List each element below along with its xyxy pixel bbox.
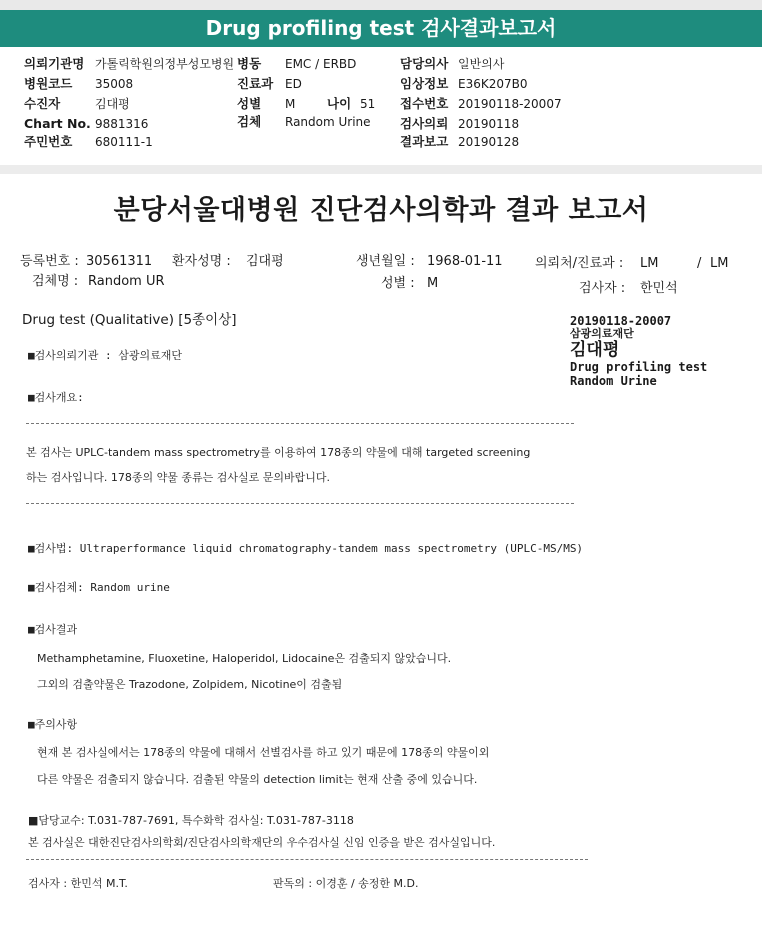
overview-line-2: 하는 검사입니다. 178종의 약물 종류는 검사실로 문의바랍니다.: [26, 471, 330, 484]
sex-value: M: [285, 97, 296, 111]
reg-no-label: 등록번호 :: [20, 254, 79, 269]
section-overview: ■검사개요:: [28, 391, 84, 404]
hospital-value: 가톨릭학원의정부성모병원: [95, 57, 235, 71]
top-strip: [0, 0, 762, 10]
hospital-code-label: 병원코드: [24, 76, 73, 91]
doctor-value: 일반의사: [458, 57, 505, 71]
section-referral-lab: ■검사의뢰기관 : 삼광의료재단: [28, 349, 183, 362]
clinical-info-label: 임상정보: [400, 76, 449, 91]
result-line-2: 그외의 검출약물은 Trazodone, Zolpidem, Nicotine이 검출됨: [37, 678, 343, 691]
caution-line-2: 다른 약물은 검출되지 않습니다. 검출된 약물의 detection limit는 현재 산출 중에 있습니다.: [37, 773, 478, 786]
specimen-value: Random Urine: [285, 115, 371, 129]
section-method: ■검사법: Ultraperformance liquid chromatography-tandem mass spectrometry (UPLC-MS/MS): [28, 542, 584, 555]
hospital-label: 의뢰기관명: [24, 56, 85, 71]
department-value: ED: [285, 77, 302, 91]
section-specimen: ■검사검체: Random urine: [28, 581, 170, 594]
certification-note: 본 검사실은 대한진단검사의학회/진단검사의학재단의 우수검사실 신임 인증을 받은 검사실입니다.: [28, 836, 496, 849]
sticker-lab: 삼광의료재단: [570, 327, 634, 340]
receipt-no-label: 접수번호: [400, 96, 449, 111]
chart-no-value: 9881316: [95, 117, 149, 131]
report-date-label: 결과보고: [400, 134, 449, 149]
patient-value: 김대평: [95, 97, 130, 111]
patient-name-value: 김대평: [246, 254, 284, 269]
request-date-value: 20190118: [458, 117, 520, 131]
patient-label: 수진자: [24, 96, 61, 111]
ward-value: EMC / ERBD: [285, 57, 357, 71]
resident-no-label: 주민번호: [24, 134, 73, 149]
sex-label: 성별: [237, 96, 262, 111]
referral-value-1: LM: [640, 256, 659, 271]
reg-no-value: 30561311: [86, 254, 153, 269]
report-sex-label: 성별 :: [381, 276, 415, 291]
ward-label: 병동: [237, 56, 262, 71]
report-banner-title: Drug profiling test 검사결과보고서: [0, 10, 762, 47]
age-value: 51: [360, 97, 376, 111]
sticker-specimen: Random Urine: [570, 374, 657, 388]
dob-label: 생년월일 :: [356, 254, 415, 269]
test-name: Drug test (Qualitative) [5종이상]: [22, 312, 237, 328]
report-title: 분당서울대병원 진단검사의학과 결과 보고서: [113, 195, 649, 226]
dob-value: 1968-01-11: [427, 254, 503, 269]
specimen-name-value: Random UR: [88, 274, 165, 289]
contact-info: ■담당교수: T.031-787-7691, 특수화학 검사실: T.031-787-3118: [28, 814, 354, 827]
referral-label: 의뢰처/진료과 :: [535, 256, 624, 271]
footer-reader: 판독의 : 이경훈 / 송정한 M.D.: [273, 877, 419, 890]
request-header: [0, 47, 762, 165]
sticker-receipt-no: 20190118-20007: [570, 314, 672, 328]
section-results: ■검사결과: [28, 623, 78, 636]
patient-name-label: 환자성명 :: [172, 254, 231, 269]
divider-dashed: [26, 503, 574, 504]
receipt-no-value: 20190118-20007: [458, 97, 562, 111]
department-label: 진료과: [237, 76, 274, 91]
footer-tester: 검사자 : 한민석 M.T.: [28, 877, 128, 890]
result-line-1: Methamphetamine, Fluoxetine, Haloperidol, Lidocaine은 검출되지 않았습니다.: [37, 652, 452, 665]
report-sex-value: M: [427, 276, 439, 291]
specimen-sticker: [570, 314, 720, 388]
sticker-patient: 김대평: [570, 340, 620, 360]
request-date-label: 검사의뢰: [400, 116, 449, 131]
resident-no-value: 680111-1: [95, 135, 153, 149]
divider-dashed: [26, 423, 574, 424]
sticker-test: Drug profiling test: [570, 360, 708, 374]
age-label: 나이: [327, 96, 352, 111]
referral-value-2: LM: [710, 256, 729, 271]
tester-value: 한민석: [640, 281, 678, 296]
divider-dashed: [26, 859, 588, 860]
tester-label: 검사자 :: [579, 281, 626, 296]
chart-no-label: Chart No.: [24, 116, 91, 131]
caution-line-1: 현재 본 검사실에서는 178종의 약물에 대해서 선별검사를 하고 있기 때문에 178종의 약물이외: [37, 746, 490, 759]
section-caution: ■주의사항: [28, 718, 78, 731]
doctor-label: 담당의사: [400, 56, 449, 71]
overview-line-1: 본 검사는 UPLC-tandem mass spectrometry를 이용하여 178종의 약물에 대해 targeted screening: [26, 446, 531, 459]
specimen-name-label: 검체명 :: [32, 274, 79, 289]
section-divider: [0, 165, 762, 174]
report-date-value: 20190128: [458, 135, 520, 149]
specimen-label: 검체: [237, 114, 262, 129]
clinical-info-value: E36K207B0: [458, 77, 528, 91]
referral-separator: /: [697, 256, 702, 271]
hospital-code-value: 35008: [95, 77, 134, 91]
